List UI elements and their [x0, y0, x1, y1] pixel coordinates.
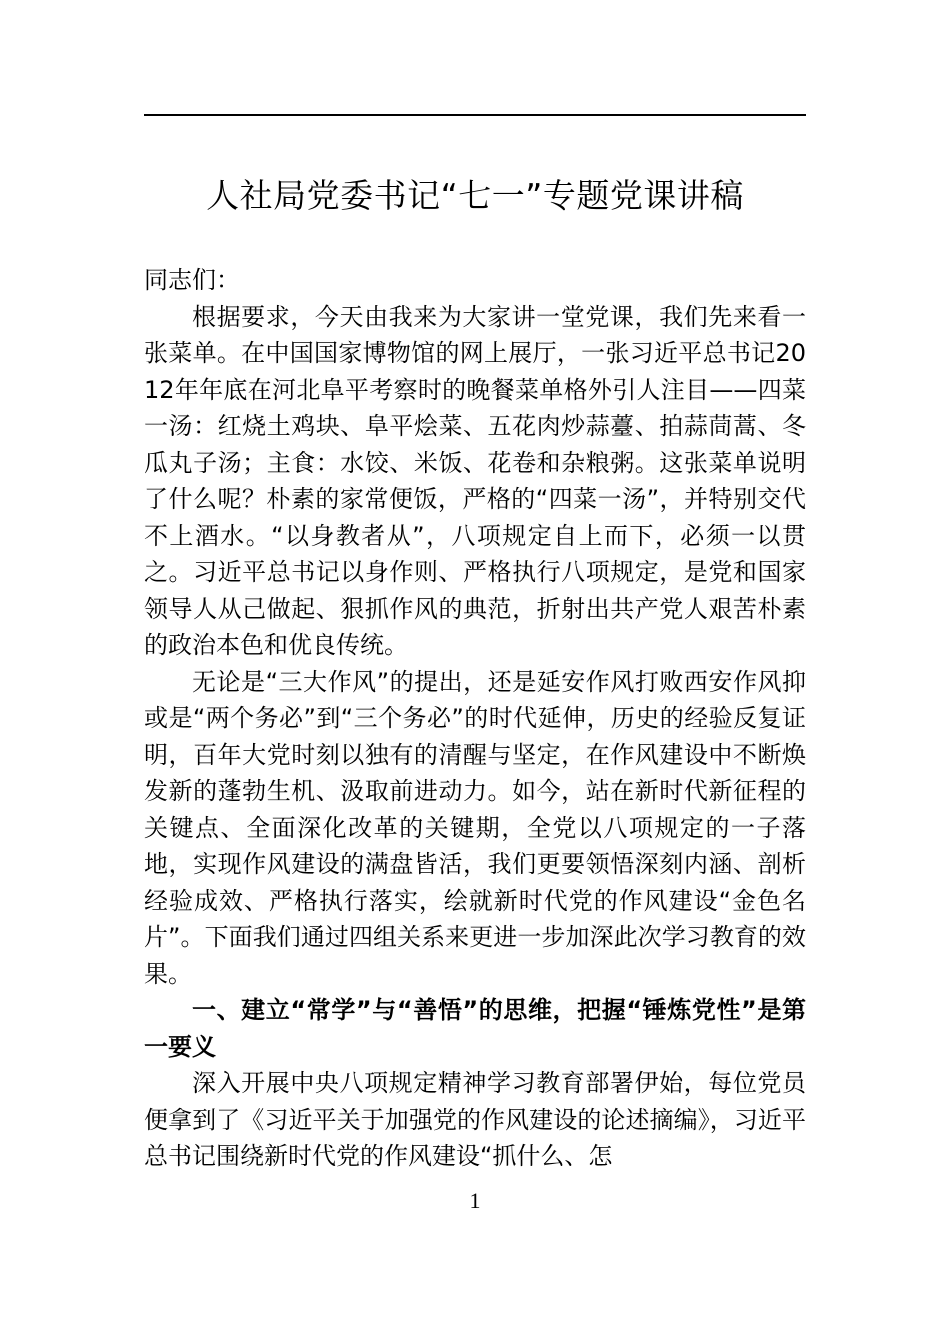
page-number: 1	[469, 1188, 481, 1213]
paragraph-intro: 根据要求，今天由我来为大家讲一堂党课，我们先来看一张菜单。在中国国家博物馆的网上展厅，一张习近平总书记2012年年底在河北阜平考察时的晚餐菜单格外引人注目——四菜一汤：红烧土鸡块、阜平烩菜、五花肉炒蒜薹、拍蒜茼蒿、冬瓜丸子汤；主食：水饺、米饭、花卷和杂粮粥。这张菜单说明了什么呢？朴素的家常便饭，严格的“四菜一汤”，并特别交代不上酒水。“以身教者从”，八项规定自上而下，必须一以贯之。习近平总书记以身作则、严格执行八项规定，是党和国家领导人从己做起、狠抓作风的典范，折射出共产党人艰苦朴素的政治本色和优良传统。	[144, 302, 806, 659]
section-paragraph: 深入开展中央八项规定精神学习教育部署伊始，每位党员便拿到了《习近平关于加强党的作风建设的论述摘编》，习近平总书记围绕新时代党的作风建设“抓什么、怎	[144, 1069, 806, 1170]
document-title: 人社局党委书记“七一”专题党课讲稿	[206, 176, 744, 215]
salutation: 同志们：	[144, 266, 240, 294]
header-rule	[144, 114, 806, 116]
document-body	[144, 262, 806, 1175]
section-heading: 一、建立“常学”与“善悟”的思维，把握“锤炼党性”是第一要义	[144, 996, 806, 1061]
paragraph-history: 无论是“三大作风”的提出，还是延安作风打败西安作风抑或是“两个务必”到“三个务必”的时代延伸，历史的经验反复证明，百年大党时刻以独有的清醒与坚定，在作风建设中不断焕发新的蓬勃生机、汲取前进动力。如今，站在新时代新征程的关键点、全面深化改革的关键期，全党以八项规定的一子落地，实现作风建设的满盘皆活，我们更要领悟深刻内涵、剖析经验成效、严格执行落实，绘就新时代党的作风建设“金色名片”。下面我们通过四组关系来更进一步加深此次学习教育的效果。	[144, 667, 806, 988]
